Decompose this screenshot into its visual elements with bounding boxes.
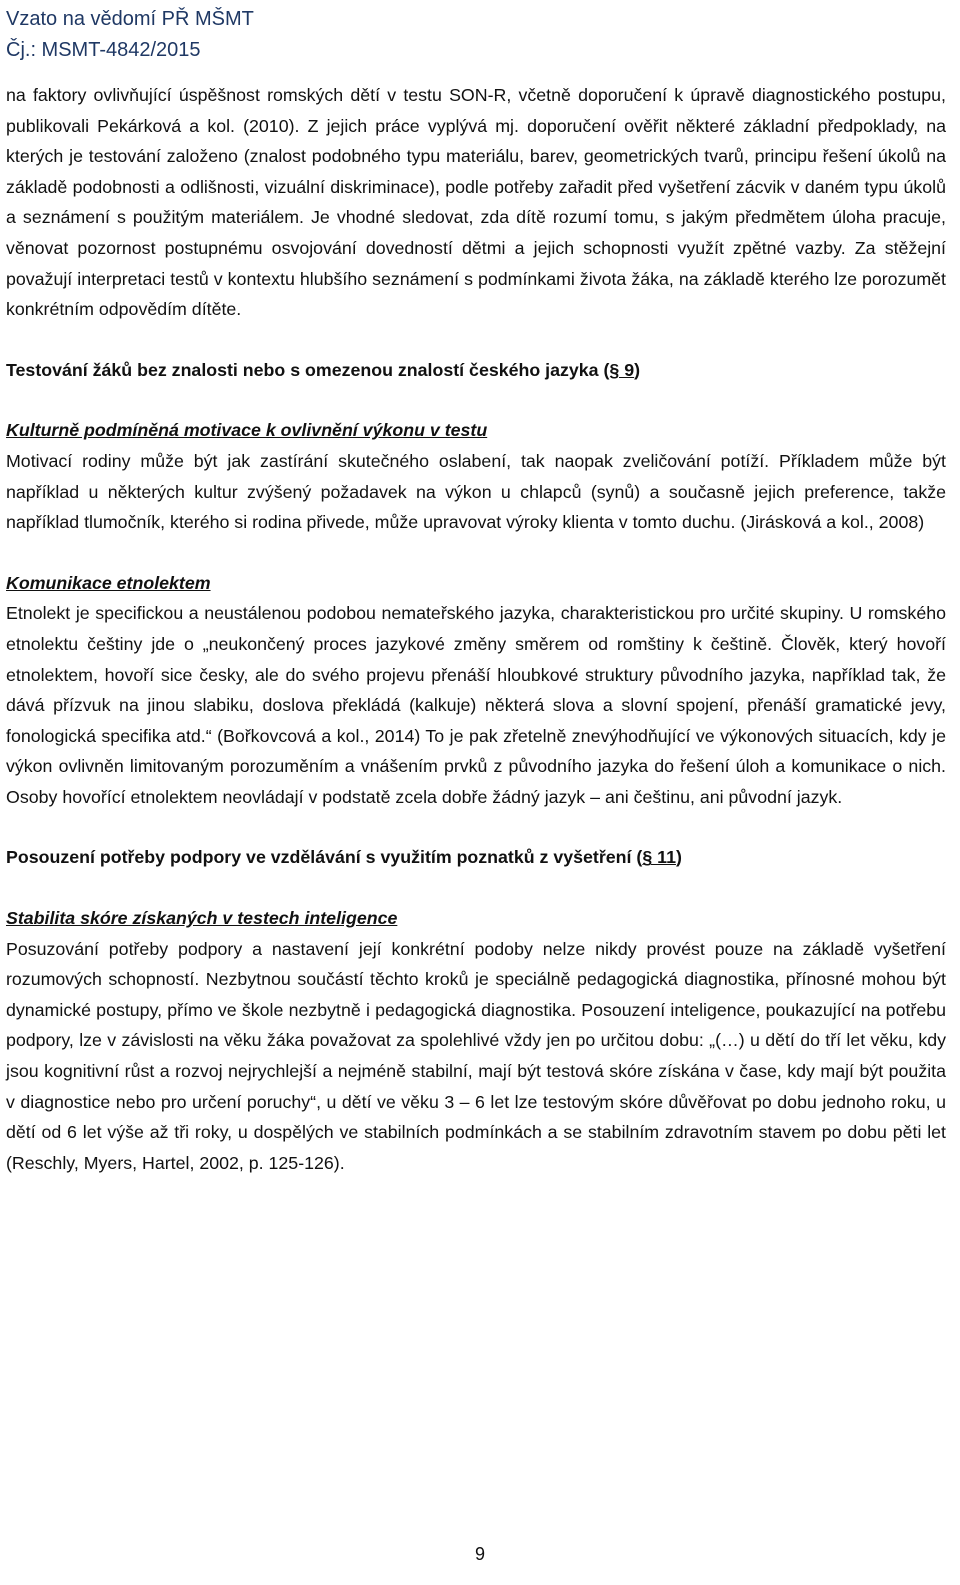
subheading-motivation: Kulturně podmíněná motivace k ovlivnění výkonu v testu (6, 420, 488, 441)
document-header (6, 4, 254, 66)
stability-paragraph: Posuzování potřeby podpory a nastavení její konkrétní podoby nelze nikdy provést pouze na základě vyšetření rozumových schopností. Nezbytnou součástí těchto kroků je speciálně pedagogická diagnostika, přínosné mohou být dynamické postupy, přímo ve škole nezbytně i pedagogická diagnostika. Posouzení inteligence, poukazující na potřebu podpory, lze v závislosti na věku žáka považovat za spolehlivé vždy jen po určitou dobu: „(…) u dětí do tří let věku, kdy jsou kognitivní růst a rozvoj nejrychlejší a nejméně stabilní, mají být testová skóre získána v čase, kdy mají být použita v diagnostice nebo pro určení poruchy“, u dětí ve věku 3 – 6 let lze testovým skóre důvěřovat po dobu jednoho roku, u dětí od 6 let výše až tři roky, u dospělých ve stabilních podmínkách a se stabilním zdravotním stavem po dobu pěti let (Reschly, Myers, Hartel, 2002, p. 125-126). (6, 938, 946, 1173)
page-number: 9 (474, 1544, 485, 1564)
section-heading-support (6, 842, 946, 873)
section-heading-support-ref: § 11 (642, 847, 676, 868)
section-heading-language-text: Testování žáků bez znalosti nebo s omezenou znalostí českého jazyka ( (6, 359, 610, 380)
section-heading-support-end: ) (675, 847, 682, 868)
motivation-paragraph: Motivací rodiny může být jak zastírání skutečného oslabení, tak naopak zveličování potíží. Příkladem může být například u některých kultur zvýšený požadavek na výkon u chlapců (synů) a současně jejich preference, takže například tlumočník, kterého si rodina přivede, může upravovat výroky klienta v tomto duchu. (Jirásková a kol., 2008) (6, 450, 946, 533)
section-heading-language-ref: § 9 (609, 359, 635, 380)
intro-paragraph: na faktory ovlivňující úspěšnost romských dětí v testu SON-R, včetně doporučení k úpravě diagnostického postupu, publikovali Pekárková a kol. (2010). Z jejich práce vyplývá mj. doporučení ověřit některé základní předpoklady, na kterých je testování založeno (znalost podobného typu materiálu, barev, geometrických tvarů, principu řešení úkolů na základě podobnosti a odlišnosti, vizuální diskriminace), podle potřeby zařadit před vyšetření zácvik v daném typu úkolů a seznámení s použitým materiálem. Je vhodné sledovat, zda dítě rozumí tomu, s jakým předmětem úloha pracuje, věnovat pozornost postupnému osvojování dovedností dětmi a jejich schopnosti využít zpětné vazby. Za stěžejní považují interpretaci testů v kontextu hlubšího seznámení s podmínkami života žáka, na základě kterého lze porozumět konkrétním odpovědím dítěte. (6, 85, 946, 320)
subheading-ethnolect: Komunikace etnolektem (6, 572, 211, 593)
document-body (6, 80, 946, 1178)
section-heading-language (6, 355, 946, 386)
header-line-1: Vzato na vědomí PŘ MŠMT (6, 8, 254, 30)
ethnolect-paragraph: Etnolekt je specifickou a neustálenou podobou nemateřského jazyka, charakteristickou pro určité skupiny. U romského etnolektu češtiny jde o „neukončený proces jazykové změny směrem od romštiny k češtině. Člověk, který hovoří etnolektem, hovoří sice česky, ale do svého projevu přenáší hloubkové struktury původního jazyka, například tak, že dává přízvuk na jinou slabiku, doslova překládá (kalkuje) některá slova a slovní spojení, přenáší gramatické jevy, fonologická specifika atd.“ (Bořkovcová a kol., 2014) To je pak zřetelně znevýhodňující ve výkonových situacích, kdy je výkon ovlivněn limitovaným porozuměním a vnášením prvků z původního jazyka do řešení úloh a komunikace o nich. Osoby hovořící etnolektem neovládají v podstatě zcela dobře žádný jazyk – ani češtinu, ani původní jazyk. (6, 603, 946, 807)
subheading-stability: Stabilita skóre získaných v testech inteligence (6, 908, 398, 929)
section-heading-language-end: ) (634, 359, 641, 380)
section-heading-support-text: Posouzení potřeby podpory ve vzdělávání s využitím poznatků z vyšetření ( (6, 847, 643, 868)
header-line-2: Čj.: MSMT-4842/2015 (6, 39, 201, 61)
